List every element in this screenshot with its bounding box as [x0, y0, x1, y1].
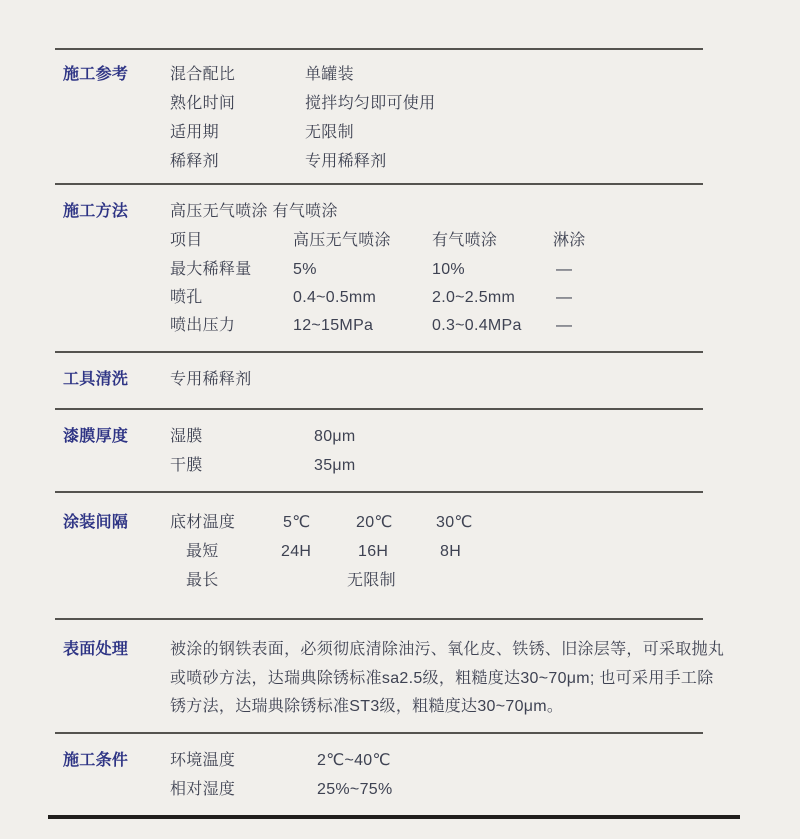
- row-label: 湿膜: [170, 428, 203, 445]
- row-label: 混合配比: [170, 66, 236, 83]
- table-cell: 0.3~0.4MPa: [432, 317, 522, 334]
- section-title-application-method: 施工方法: [63, 203, 129, 220]
- table-cell: 12~15MPa: [293, 317, 374, 334]
- row-value: 单罐装: [305, 66, 354, 83]
- row-value: 搅拌均匀即可使用: [305, 95, 436, 112]
- row-value: 2℃~40℃: [317, 752, 391, 769]
- row-label: 干膜: [170, 457, 203, 474]
- row-value: 35μm: [314, 457, 356, 474]
- row-value: 专用稀释剂: [170, 371, 252, 388]
- divider-top: [55, 48, 703, 50]
- section-title-tool-cleaning: 工具清洗: [63, 371, 129, 388]
- table-cell: 5%: [293, 261, 317, 278]
- divider-after-recoat-interval: [55, 618, 703, 620]
- row-label: 底材温度: [170, 514, 236, 531]
- surface-treatment-line: 被涂的钢铁表面，必须彻底清除油污、氧化皮、铁锈、旧涂层等，可采取抛丸: [170, 641, 725, 658]
- row-label: 熟化时间: [170, 95, 236, 112]
- section-title-film-thickness: 漆膜厚度: [63, 428, 129, 445]
- table-cell: —: [556, 289, 573, 306]
- table-header-item: 项目: [170, 232, 203, 249]
- table-cell: —: [556, 317, 573, 334]
- table-cell: 最大稀释量: [170, 261, 252, 278]
- table-header-air-spray: 有气喷涂: [432, 232, 498, 249]
- interval-value: 16H: [358, 543, 389, 560]
- application-method-subtitle: 高压无气喷涂 有气喷涂: [170, 203, 338, 220]
- divider-after-surface-treatment: [55, 732, 703, 734]
- divider-after-tool-cleaning: [55, 408, 703, 410]
- row-label: 适用期: [170, 124, 219, 141]
- surface-treatment-line: 锈方法，达瑞典除锈标准ST3级，粗糙度达30~70μm。: [170, 698, 564, 715]
- table-cell: 10%: [432, 261, 465, 278]
- table-cell: 喷孔: [170, 289, 203, 306]
- table-cell: 喷出压力: [170, 317, 236, 334]
- table-cell: 0.4~0.5mm: [293, 289, 377, 306]
- row-value: 25%~75%: [317, 781, 393, 798]
- divider-bottom-heavy: [48, 815, 740, 819]
- interval-value: 24H: [281, 543, 312, 560]
- interval-value: 无限制: [347, 572, 396, 589]
- table-header-pour: 淋涂: [553, 232, 586, 249]
- interval-value: 8H: [440, 543, 462, 560]
- divider-after-film-thickness: [55, 491, 703, 493]
- row-value: 无限制: [305, 124, 354, 141]
- table-cell: —: [556, 261, 573, 278]
- section-title-construction-reference: 施工参考: [63, 66, 129, 83]
- row-label: 相对湿度: [170, 781, 236, 798]
- row-label: 环境温度: [170, 752, 236, 769]
- row-label: 最短: [186, 543, 219, 560]
- section-title-application-conditions: 施工条件: [63, 752, 129, 769]
- table-cell: 2.0~2.5mm: [432, 289, 516, 306]
- surface-treatment-line: 或喷砂方法，达瑞典除锈标准sa2.5级，粗糙度达30~70μm; 也可采用手工除: [170, 670, 714, 687]
- row-value: 80μm: [314, 428, 356, 445]
- divider-after-application-method: [55, 351, 703, 353]
- divider-after-construction-reference: [55, 183, 703, 185]
- temp-value: 5℃: [283, 514, 311, 531]
- row-value: 专用稀释剂: [305, 153, 387, 170]
- row-label: 最长: [186, 572, 219, 589]
- row-label: 稀释剂: [170, 153, 219, 170]
- section-title-recoat-interval: 涂装间隔: [63, 514, 129, 531]
- section-title-surface-treatment: 表面处理: [63, 641, 129, 658]
- temp-value: 30℃: [436, 514, 473, 531]
- table-header-airless: 高压无气喷涂: [293, 232, 391, 249]
- temp-value: 20℃: [356, 514, 393, 531]
